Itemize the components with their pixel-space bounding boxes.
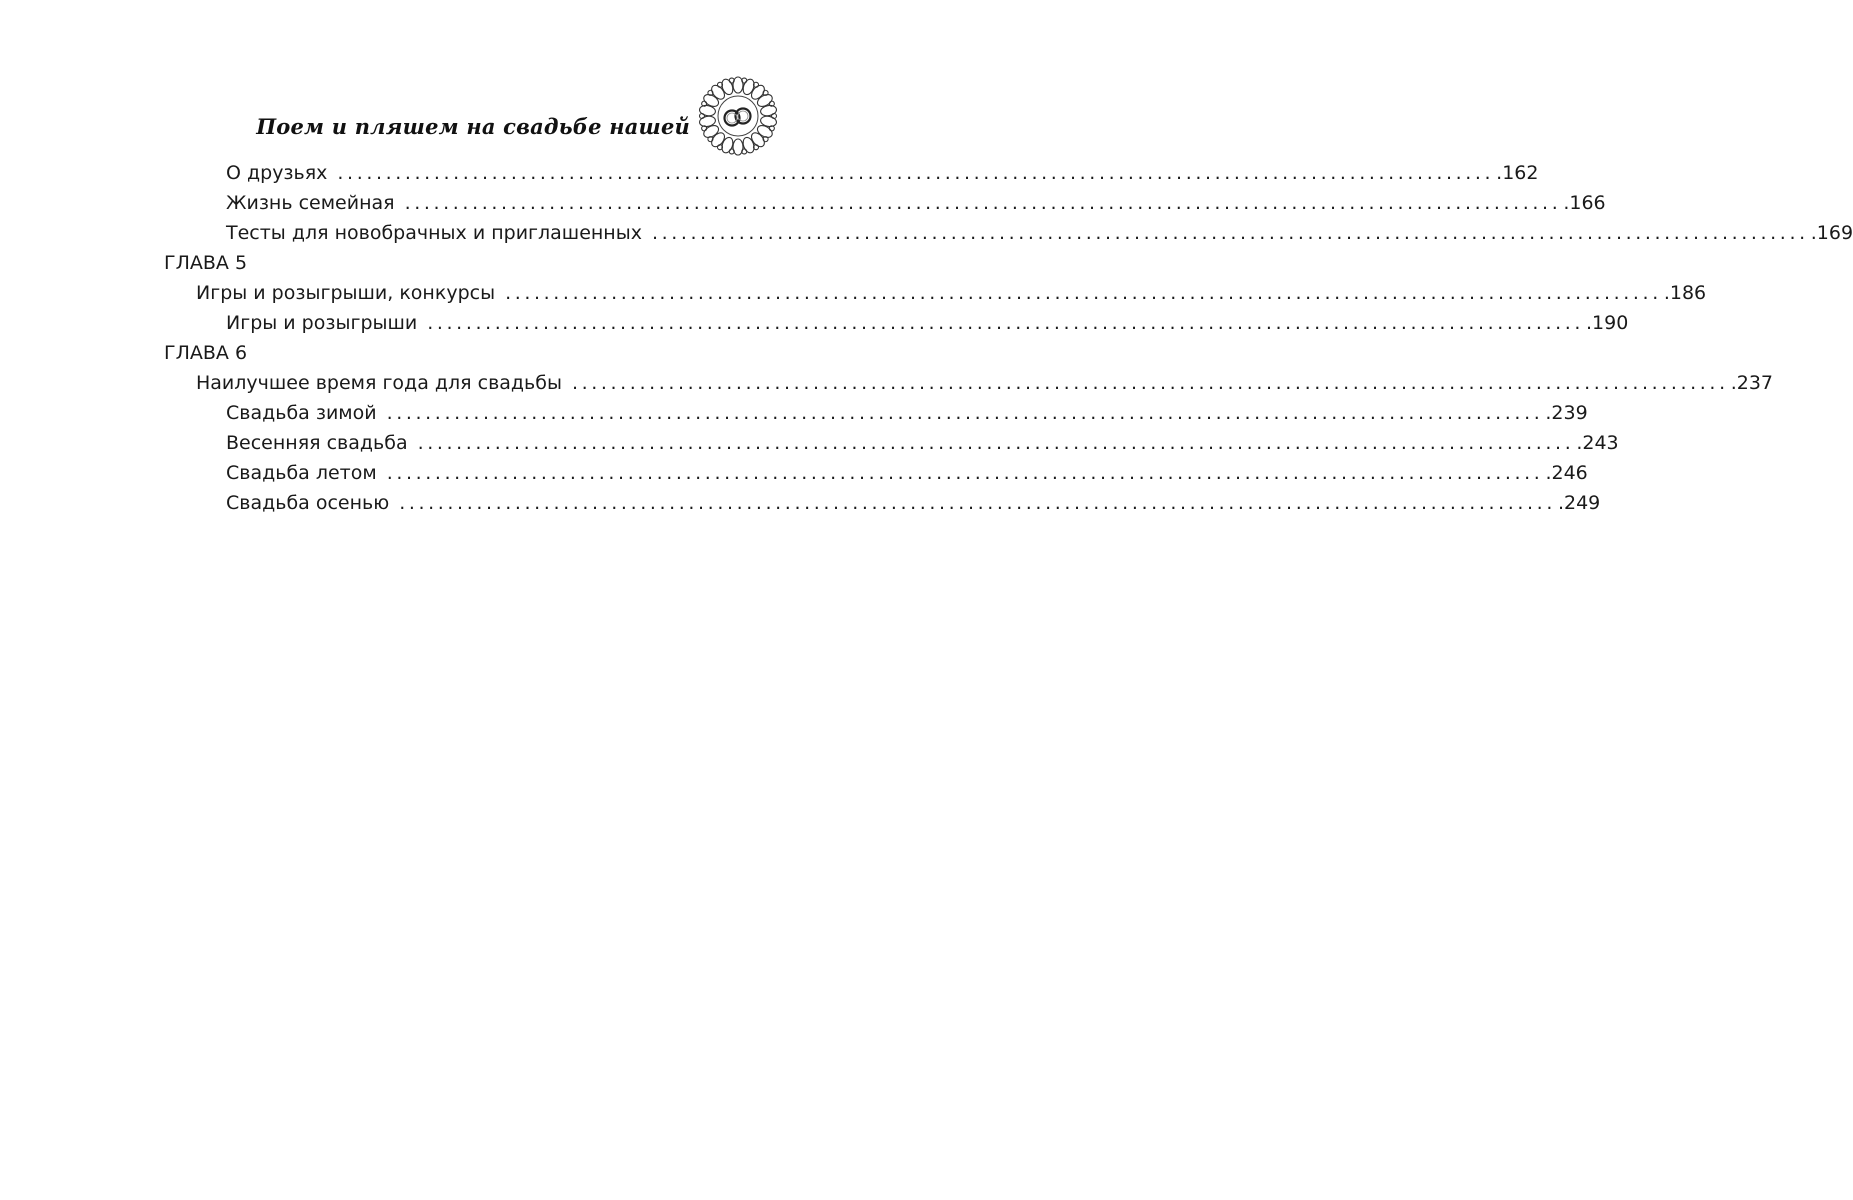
- toc-entry: [164, 398, 1588, 428]
- toc-entry-title: Наилучшее время года для свадьбы: [196, 372, 562, 394]
- toc-entry: [164, 218, 1853, 248]
- toc-chapter-heading: [164, 338, 736, 368]
- toc-entry: [164, 488, 1601, 518]
- toc-entry-title: Игры и розыгрыши, конкурсы: [196, 282, 496, 304]
- toc-dot-leader: ........................................................................................................................: [571, 372, 1729, 394]
- toc-entry: [164, 158, 1539, 188]
- toc-page-number: .169: [1810, 222, 1853, 244]
- toc-entry: [164, 308, 1629, 338]
- toc-dot-leader: ........................................................................................................................: [505, 282, 1662, 304]
- table-of-contents: [164, 158, 1853, 518]
- toc-entry: [164, 428, 1619, 458]
- toc-entry-title: Свадьба зимой: [226, 402, 377, 424]
- toc-page-number: .246: [1545, 462, 1588, 484]
- toc-page-number: .249: [1557, 492, 1601, 514]
- toc-page-number: .166: [1563, 192, 1606, 214]
- toc-entry-title: Свадьба осенью: [226, 492, 390, 514]
- toc-entry-title: Свадьба летом: [226, 462, 377, 484]
- toc-dot-leader: ........................................................................................................................: [427, 312, 1585, 334]
- toc-dot-leader: ........................................................................................................................: [386, 402, 1544, 424]
- toc-page-number: .162: [1496, 162, 1539, 184]
- toc-dot-leader: ........................................................................................................................: [651, 222, 1809, 244]
- toc-dot-leader: ........................................................................................................................: [386, 462, 1544, 484]
- toc-entry-title: Весенняя свадьба: [226, 432, 408, 454]
- toc-page-number: .243: [1576, 432, 1619, 454]
- toc-entry-title: ГЛАВА 6: [164, 342, 248, 364]
- toc-entry-title: Тесты для новобрачных и приглашенных: [226, 222, 642, 244]
- toc-entry-title: О друзьях: [226, 162, 328, 184]
- toc-dot-leader: ........................................................................................................................: [399, 492, 1556, 514]
- running-header: [256, 74, 786, 164]
- toc-entry-title: Игры и розыгрыши: [226, 312, 418, 334]
- toc-entry-title: ГЛАВА 5: [164, 252, 248, 274]
- toc-page-number: .190: [1586, 312, 1629, 334]
- toc-entry-title: Жизнь семейная: [226, 192, 395, 214]
- toc-dot-leader: ........................................................................................................................: [337, 162, 1495, 184]
- running-title: Поем и пляшем на свадьбе нашей: [256, 114, 690, 139]
- toc-chapter-heading: [164, 248, 736, 278]
- wreath-rings-icon: [696, 74, 780, 158]
- toc-entry: [164, 188, 1606, 218]
- toc-dot-leader: ........................................................................................................................: [404, 192, 1562, 214]
- toc-entry: [164, 278, 1707, 308]
- toc-entry: [164, 368, 1774, 398]
- toc-page-number: .237: [1730, 372, 1774, 394]
- toc-page-number: .239: [1545, 402, 1588, 424]
- toc-page-number: .186: [1663, 282, 1707, 304]
- toc-entry: [164, 458, 1588, 488]
- toc-dot-leader: ........................................................................................................................: [417, 432, 1575, 454]
